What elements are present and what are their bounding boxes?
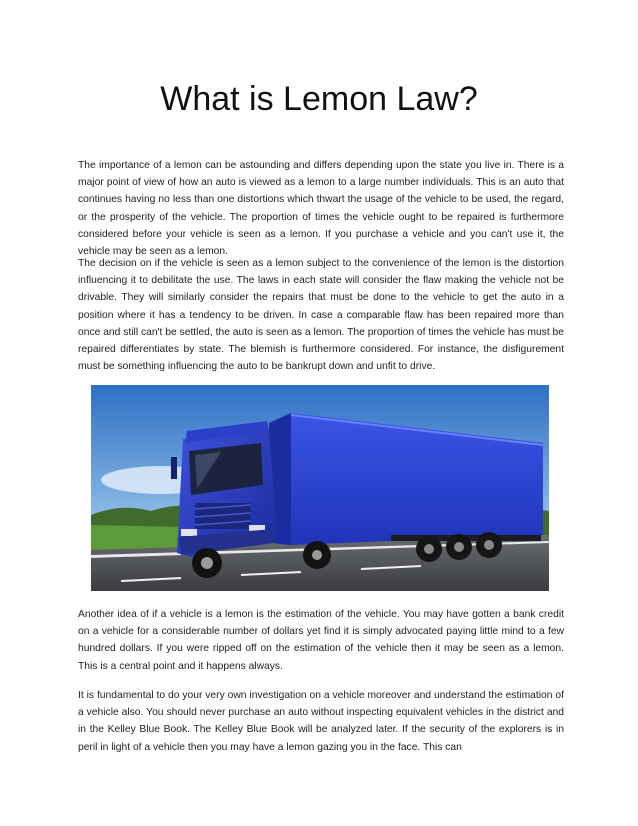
headlight [181, 529, 197, 536]
paragraph-3: Another idea of if a vehicle is a lemon is the estimation of the vehicle. You may have gotten a bank credit on a vehicle for a considerable number of dollars yet find it is simply advocated paying little mind to a few hundred dollars. If you were ripped off on the estimation of the vehicle then it may be seen as a lemon. This is a central point and it happens always. [78, 609, 564, 672]
paragraph-2: The decision on if the vehicle is seen as a lemon subject to the convenience of the lemon is the distortion influencing it to debilitate the use. The laws in each state will consider the flaw making the vehicle not be drivable. They will similarly consider the repairs that must be done to the vehicle to get the auto in a position where it has a tendency to be driven. In case a comparable flaw has been repaired more than once and still can't be settled, the auto is seen as a lemon. The proportion of times the vehicle has must be repaired differentiates by state. The blemish is furthermore considered. For instance, the disfigurement must be something influencing the auto to be bankrupt down and unfit to drive. [78, 258, 565, 373]
truck-photo [91, 385, 549, 591]
side-mirror [171, 457, 177, 479]
paragraph-4: It is fundamental to do your very own investigation on a vehicle moreover and understand the estimation of a vehicle also. You should never purchase an auto without inspecting equivalent vehicles in the district and in the Kelley Blue Book. The Kelley Blue Book will be analyzed later. If the security of the explorers is in peril in light of a vehicle then you may have a lemon gazing you in the face. This can [78, 690, 564, 753]
paragraph-1: The importance of a lemon can be astounding and differs depending upon the state you live in. There is a major point of view of how an auto is viewed as a lemon to a large number individuals. This is an auto that continues having no less than one distortions which thwart the usage of the vehicle to be used, the regard, or the prosperity of the vehicle. The proportion of times the vehicle ought to be repaired is furthermore considered before your vehicle is seen as a lemon. If you purchase a vehicle and you can't use it, the vehicle may be seen as a lemon. [78, 160, 564, 258]
page-title: What is Lemon Law? [160, 80, 478, 118]
